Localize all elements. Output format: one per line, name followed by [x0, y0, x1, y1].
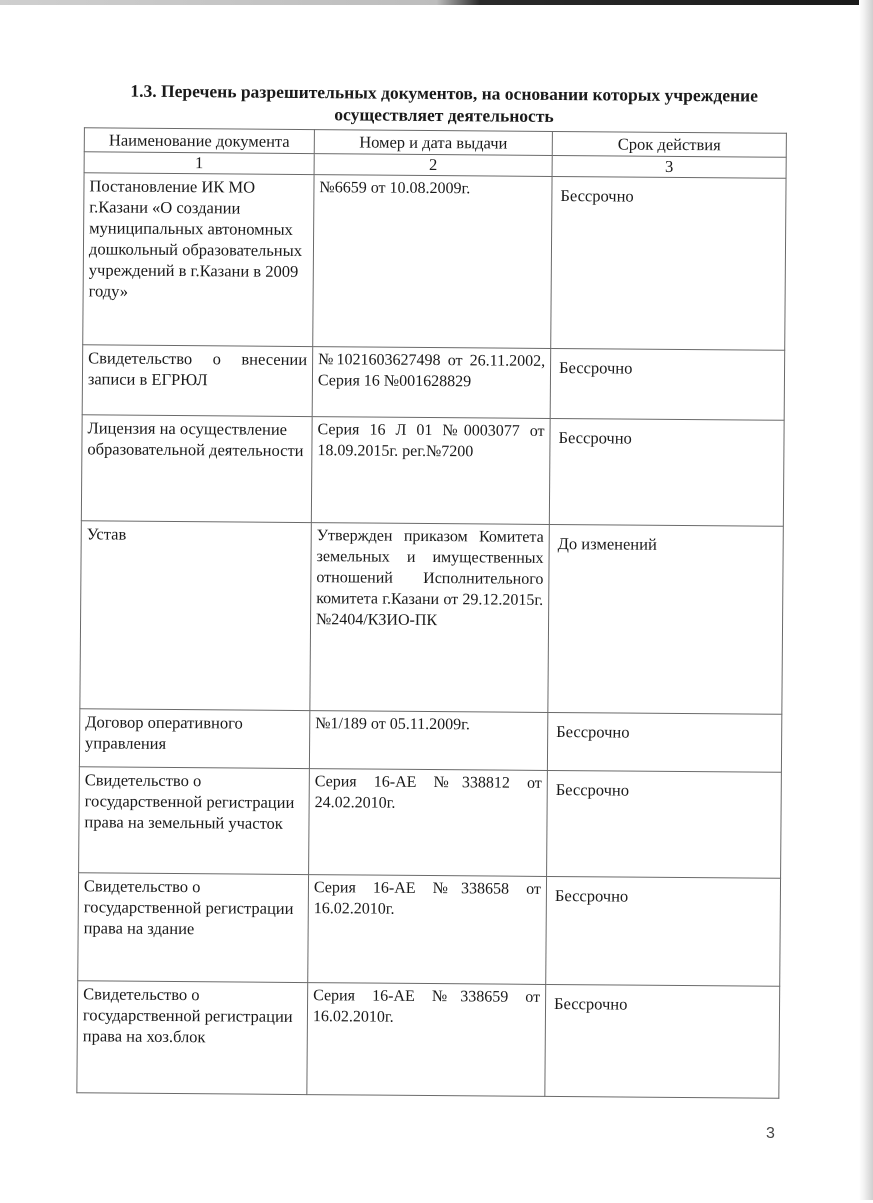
table-row: [82, 345, 785, 421]
document-term-cell: Бессрочно: [551, 176, 786, 350]
header-document-name: Наименование документа: [84, 128, 314, 154]
document-term-cell: Бессрочно: [545, 984, 780, 1098]
section-title-line2: осуществляет деятельность: [334, 104, 554, 126]
document-name-cell: Договор оперативного управления: [79, 709, 309, 769]
document-term-cell: Бессрочно: [547, 770, 782, 878]
document-name-cell: Постановление ИК МО г.Казани «О создании муниципальных автономных дошкольный образовательных учреждений в г.Казани в 2009 году»: [83, 173, 314, 347]
table-row: [83, 173, 786, 351]
table-row: [80, 521, 783, 715]
document-term-cell: Бессрочно: [546, 876, 781, 986]
document-name-cell: Свидетельство о государственной регистрации права на земельный участок: [79, 767, 310, 875]
document-number-cell: Серия 16-АЕ №338658 от 16.02.2010г.: [308, 875, 547, 985]
table-row: [78, 873, 781, 987]
page-number: 3: [766, 1125, 775, 1142]
document-name-cell: Свидетельство о государственной регистрации права на хоз.блок: [77, 981, 308, 1095]
document-term-cell: Бессрочно: [547, 712, 781, 772]
document-number-cell: Серия 16 Л 01 №0003077 от 18.09.2015г. рег.№7200: [311, 417, 550, 525]
section-title: [84, 79, 804, 129]
header-validity: Срок действия: [552, 131, 786, 157]
document-term-cell: Бессрочно: [550, 348, 785, 420]
document-name-cell: Свидетельство о внесении записи в ЕГРЮЛ: [82, 345, 313, 417]
column-number: 1: [84, 152, 314, 175]
table-row: [79, 767, 782, 879]
header-number-date: Номер и дата выдачи: [314, 130, 552, 156]
document-number-cell: Серия 16-АЕ №338812 от 24.02.2010г.: [309, 769, 548, 877]
section-title-line1: 1.3. Перечень разрешительных документов, на основании которых учреждение: [130, 80, 759, 106]
document-term-cell: До изменений: [548, 524, 783, 714]
table-row: [79, 709, 781, 773]
table-row: [77, 981, 780, 1099]
table-row: [81, 415, 784, 527]
document-name-cell: Лицензия на осуществление образовательной деятельности: [81, 415, 312, 523]
document-term-cell: Бессрочно: [549, 418, 784, 526]
column-number: 3: [552, 155, 786, 178]
document-number-cell: №6659 от 10.08.2009г.: [313, 175, 552, 349]
document-number-cell: №1/189 от 05.11.2009г.: [309, 711, 547, 771]
document-name-cell: Свидетельство о государственной регистрации права на здание: [78, 873, 309, 983]
document-number-cell: Серия 16-АЕ №338659 от 16.02.2010г.: [307, 983, 546, 1097]
permits-table: [76, 127, 787, 1098]
document-number-cell: №1021603627498 от 26.11.2002, Серия 16 №001628829: [312, 347, 551, 419]
document-name-cell: Устав: [80, 521, 311, 711]
column-number: 2: [314, 154, 552, 177]
document-number-cell: Утвержден приказом Комитета земельных и имущественных отношений Исполнительного комитета г.Казани от 29.12.2015г. №2404/КЗИО-ПК: [310, 523, 549, 713]
